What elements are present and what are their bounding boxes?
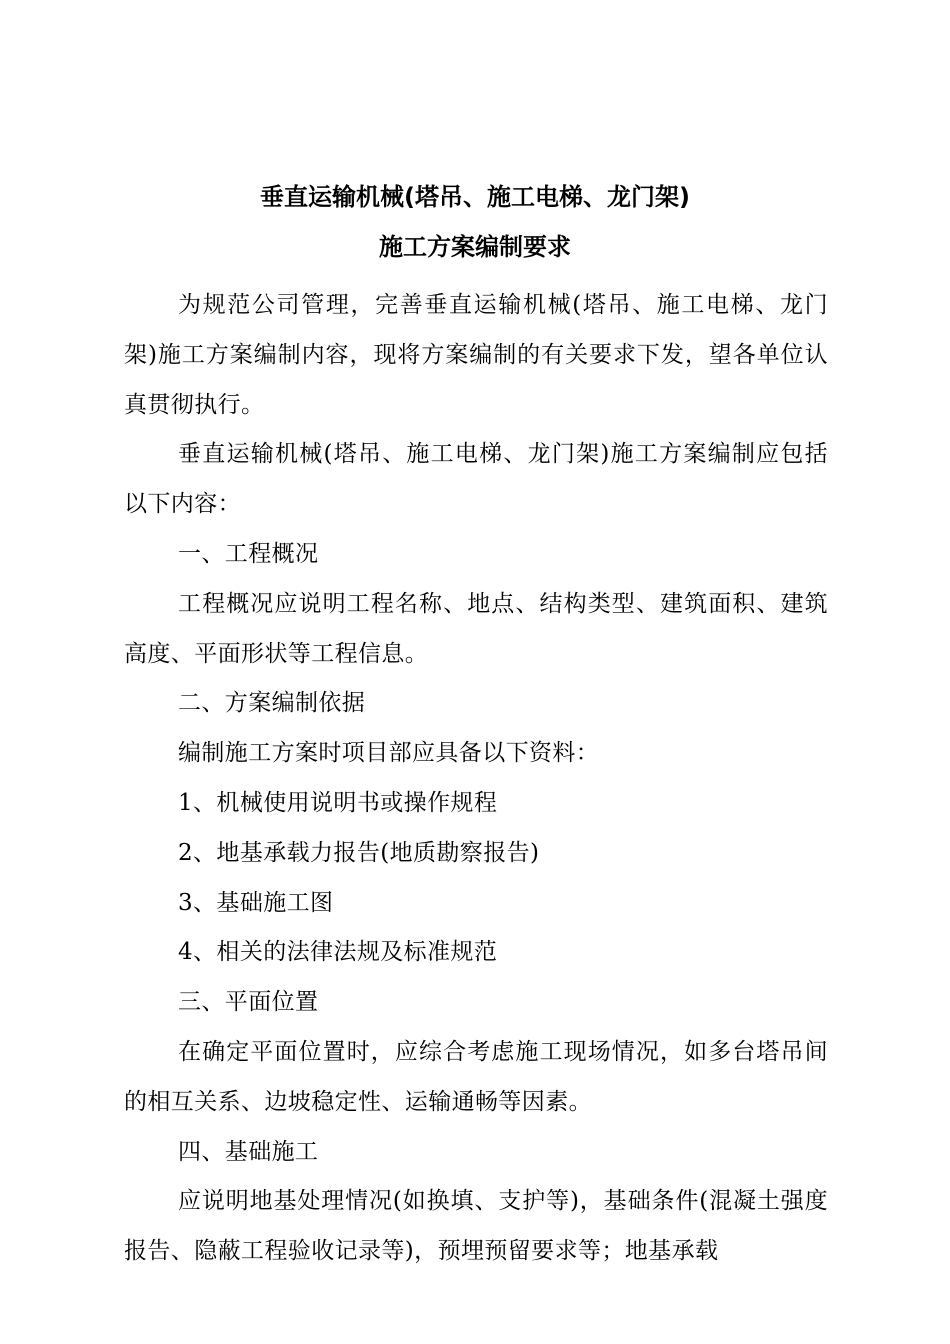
- content-scope-paragraph: 垂直运输机械(塔吊、施工电梯、龙门架)施工方案编制应包括以下内容：: [124, 441, 828, 518]
- list-item: 3、基础施工图: [178, 889, 334, 916]
- section-heading-2: 二、方案编制依据: [178, 690, 366, 717]
- list-item: 4、相关的法律法规及标准规范: [178, 939, 498, 966]
- document-title-line-2: 施工方案编制要求: [379, 233, 571, 261]
- list-item: 2、地基承载力报告(地质勘察报告): [178, 839, 540, 866]
- section-heading-1: 一、工程概况: [178, 540, 319, 567]
- section-heading-4: 四、基础施工: [178, 1138, 319, 1165]
- plan-position-paragraph: 在确定平面位置时，应综合考虑施工现场情况，如多台塔吊间的相互关系、边坡稳定性、运输通畅等因素。: [124, 1038, 828, 1115]
- list-item: 1、机械使用说明书或操作规程: [178, 789, 498, 816]
- foundation-paragraph: 应说明地基处理情况(如换填、支护等)，基础条件(混凝土强度报告、隐蔽工程验收记录等)，预埋预留要求等；地基承载: [124, 1188, 828, 1265]
- intro-paragraph: 为规范公司管理，完善垂直运输机械(塔吊、施工电梯、龙门架)施工方案编制内容，现将方案编制的有关要求下发，望各单位认真贯彻执行。: [124, 292, 828, 418]
- basis-intro-paragraph: 编制施工方案时项目部应具备以下资料：: [178, 740, 600, 767]
- project-overview-paragraph: 工程概况应说明工程名称、地点、结构类型、建筑面积、建筑高度、平面形状等工程信息。: [124, 590, 828, 667]
- section-heading-3: 三、平面位置: [178, 989, 319, 1016]
- document-body: [124, 281, 828, 1277]
- document-title-line-1: 垂直运输机械(塔吊、施工电梯、龙门架): [260, 183, 690, 211]
